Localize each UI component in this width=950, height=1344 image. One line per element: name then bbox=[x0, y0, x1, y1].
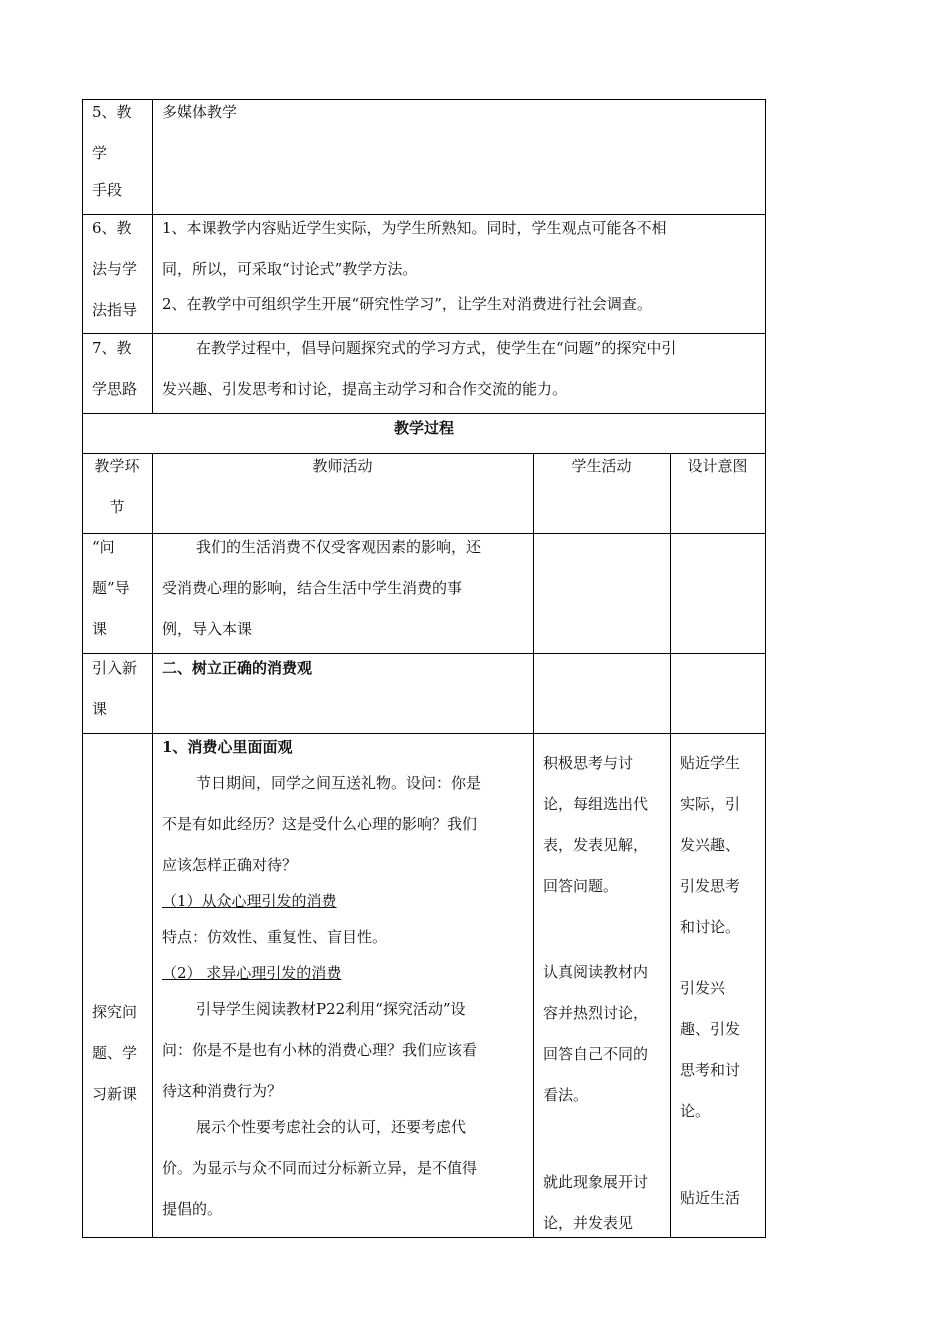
stage3-sub2: （2） 求异心理引发的消费 bbox=[162, 964, 342, 982]
header-stage-2: 节 bbox=[109, 498, 125, 516]
stage3-intent-3: 发兴趣、 bbox=[680, 836, 741, 854]
stage3-p2-1: 引导学生阅读教材P22利用“探究活动”设 bbox=[196, 1000, 466, 1018]
means-label-2: 学 bbox=[92, 144, 108, 162]
stage3-label-1: 探究问 bbox=[92, 1003, 138, 1021]
stage1-label-2: 题”导 bbox=[92, 579, 130, 597]
means-label-3: 手段 bbox=[92, 181, 123, 199]
stage3-label-2: 题、学 bbox=[92, 1044, 138, 1062]
stage1-teacher-2: 受消费心理的影响，结合生活中学生消费的事 bbox=[162, 579, 463, 597]
stage3-p1-3: 应该怎样正确对待？ bbox=[162, 856, 298, 874]
methods-label-1: 6、教 bbox=[92, 219, 132, 237]
stage1-label-1: “问 bbox=[92, 538, 115, 556]
header-teacher: 教师活动 bbox=[312, 457, 373, 475]
stage3-intent-1: 贴近学生 bbox=[680, 754, 741, 772]
stage3-student-8: 看法。 bbox=[543, 1086, 589, 1104]
stage3-student-1: 积极思考与讨 bbox=[543, 754, 634, 772]
methods-line-3: 2、在教学中可组织学生开展“研究性学习”，让学生对消费进行社会调查。 bbox=[162, 295, 652, 313]
stage3-student-9: 就此现象展开讨 bbox=[543, 1173, 649, 1191]
methods-label-2: 法与学 bbox=[92, 260, 138, 278]
methods-label-3: 法指导 bbox=[92, 301, 138, 319]
stage3-student-3: 表，发表见解， bbox=[543, 836, 649, 854]
stage1-teacher-1: 我们的生活消费不仅受客观因素的影响，还 bbox=[196, 538, 482, 556]
stage3-p3-2: 价。为显示与众不同而过分标新立异，是不值得 bbox=[162, 1159, 478, 1177]
process-title: 教学过程 bbox=[393, 419, 454, 437]
stage3-student-5: 认真阅读教材内 bbox=[543, 963, 649, 981]
stage3-intent-6: 引发兴 bbox=[680, 979, 726, 997]
means-label-1: 5、教 bbox=[92, 103, 132, 121]
stage3-intent-2: 实际，引 bbox=[680, 795, 741, 813]
stage3-p2-2: 问：你是不是也有小林的消费心理？我们应该看 bbox=[162, 1041, 478, 1059]
stage3-p3-1: 展示个性要考虑社会的认可，还要考虑代 bbox=[196, 1118, 467, 1136]
stage3-intent-7: 趣、引发 bbox=[680, 1020, 741, 1038]
means-content: 多媒体教学 bbox=[162, 103, 238, 121]
stage3-p1-1: 节日期间，同学之间互送礼物。设问：你是 bbox=[196, 774, 482, 792]
ideas-label-2: 学思路 bbox=[92, 380, 138, 398]
stage3-feature: 特点：仿效性、重复性、盲目性。 bbox=[162, 928, 388, 946]
header-student: 学生活动 bbox=[571, 457, 632, 475]
methods-line-2: 同，所以，可采取“讨论式”教学方法。 bbox=[162, 260, 418, 278]
stage3-p2-3: 待这种消费行为？ bbox=[162, 1082, 283, 1100]
stage3-p1-2: 不是有如此经历？这是受什么心理的影响？我们 bbox=[162, 815, 478, 833]
ideas-line-1: 在教学过程中，倡导问题探究式的学习方式，使学生在“问题”的探究中引 bbox=[196, 339, 677, 357]
stage3-student-6: 容并热烈讨论， bbox=[543, 1004, 649, 1022]
stage3-student-7: 回答自己不同的 bbox=[543, 1045, 649, 1063]
stage1-label-3: 课 bbox=[92, 620, 108, 638]
stage3-label-3: 习新课 bbox=[92, 1085, 138, 1103]
stage3-intent-8: 思考和讨 bbox=[680, 1061, 741, 1079]
header-intent: 设计意图 bbox=[687, 457, 748, 475]
stage3-student-10: 论，并发表见 bbox=[543, 1214, 634, 1232]
stage3-p3-3: 提倡的。 bbox=[162, 1200, 223, 1218]
stage2-label-2: 课 bbox=[92, 700, 108, 718]
stage3-intent-10: 贴近生活 bbox=[680, 1189, 741, 1207]
methods-line-1: 1、本课教学内容贴近学生实际，为学生所熟知。同时，学生观点可能各不相 bbox=[162, 219, 667, 237]
stage3-teacher-heading: 1、消费心里面面观 bbox=[162, 738, 293, 756]
stage2-teacher-heading: 二、树立正确的消费观 bbox=[162, 659, 313, 677]
ideas-label-1: 7、教 bbox=[92, 339, 132, 357]
stage3-intent-5: 和讨论。 bbox=[680, 918, 741, 936]
stage3-intent-4: 引发思考 bbox=[680, 877, 741, 895]
stage3-student-2: 论，每组选出代 bbox=[543, 795, 649, 813]
stage3-intent-9: 论。 bbox=[680, 1102, 711, 1120]
stage1-teacher-3: 例，导入本课 bbox=[162, 620, 253, 638]
ideas-line-2: 发兴趣、引发思考和讨论，提高主动学习和合作交流的能力。 bbox=[162, 380, 568, 398]
stage3-sub1: （1）从众心理引发的消费 bbox=[162, 892, 337, 910]
stage2-label-1: 引入新 bbox=[92, 659, 138, 677]
stage3-student-4: 回答问题。 bbox=[543, 877, 619, 895]
header-stage-1: 教学环 bbox=[94, 457, 140, 475]
